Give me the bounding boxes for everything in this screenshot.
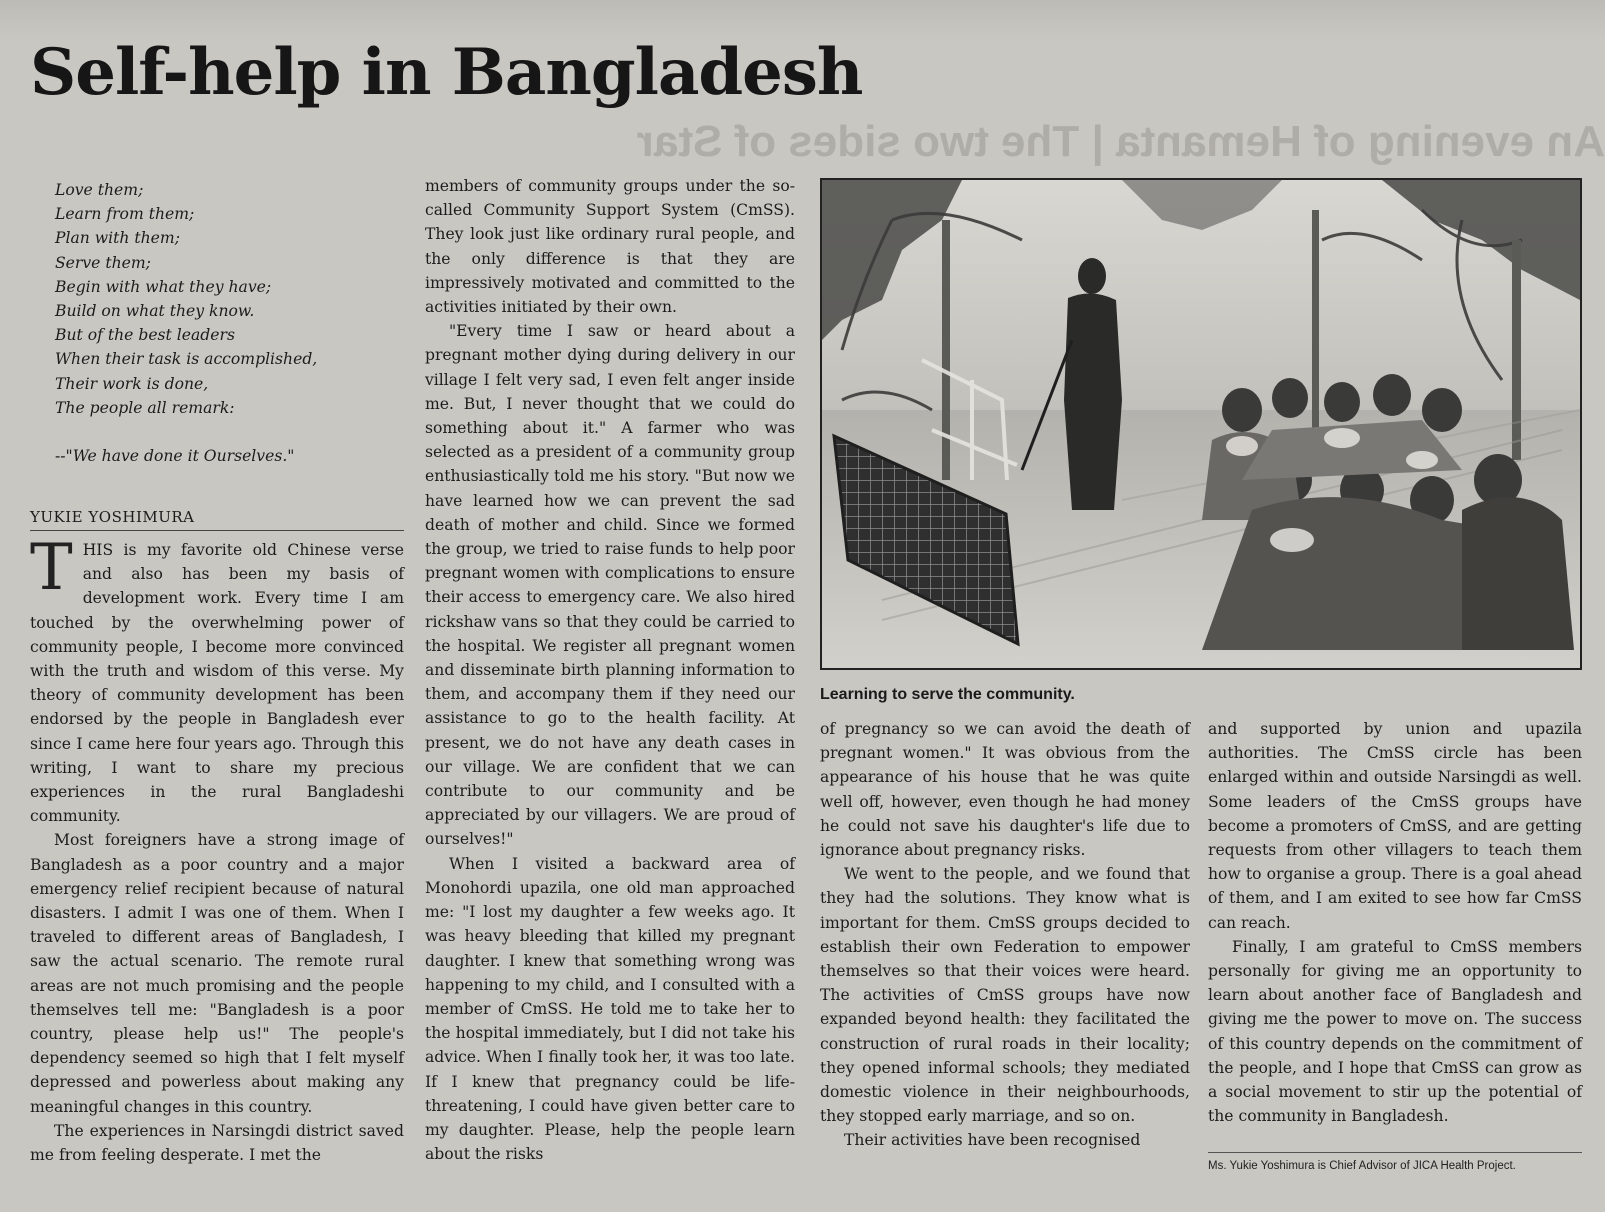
verse-line: Build on what they know. <box>55 302 255 321</box>
verse-line: Begin with what they have; <box>55 277 272 296</box>
drop-cap: T <box>30 531 73 605</box>
verse-attribution: --"We have done it Ourselves." <box>55 447 295 466</box>
paragraph: THIS is my favorite old Chinese verse and also has been my basis of development work. Every time I am touched by the overwhelming power of community people, I become more convinced with the truth and wisdom of this verse. My theory of community development has been endorsed by the people in Bangladesh ever since I came here four years ago. Through this writing, I want to share my precious experiences in the rural Bangladeshi community. <box>30 531 404 826</box>
photo-illustration <box>822 180 1580 668</box>
paragraph: Their activities have been recognised <box>844 1131 1141 1150</box>
author-note: Ms. Yukie Yoshimura is Chief Advisor of JICA Health Project. <box>1208 1160 1516 1172</box>
column-1 <box>30 531 404 1167</box>
column-4 <box>1208 717 1582 1128</box>
column-2 <box>425 174 795 1166</box>
paragraph: "Every time I saw or heard about a pregnant mother dying during delivery in our village I felt very sad, I even felt anger inside me. But, I never thought that we could do something about it." A farmer who was selected as a president of a community group enthusiastically told me his story. "But now we have learned how we can prevent the sad death of mother and child. Since we formed the group, we tried to raise funds to help poor pregnant women with complications to ensure their access to emergency care. We also hired rickshaw vans so that they could be carried to the hospital. We register all pregnant women and disseminate birth planning information to them, and accompany them if they need our assistance to go to the health facility. At present, we do not have any death cases in our village. We are confident that we can contribute to our community and be appreciated by our villagers. We are proud of ourselves!" <box>425 322 795 849</box>
verse-line: When their task is accomplished, <box>55 350 318 369</box>
photo-caption: Learning to serve the community. <box>820 686 1075 703</box>
article-headline: Self-help in Bangladesh <box>30 35 863 110</box>
paragraph: When I visited a backward area of Monohordi upazila, one old man approached me: "I lost my daughter a few weeks ago. It was heavy bleeding that killed my pregnant daughter. I knew that something wrong was happening to my child, and I consulted with a member of CmSS. He told me to take her to the hospital immediately, but I did not take his advice. When I finally took her, it was too late. If I knew that pregnancy could be life- threatening, I could have given better care to my daughter. Please, help the people learn about the risks <box>425 854 795 1164</box>
article-photo <box>820 178 1582 670</box>
paragraph: members of community groups under the so-called Community Support System (CmSS). They look just like ordinary rural people, and the only difference is that they are impressively motivated and committed to the activities initiated by their own. <box>425 177 795 317</box>
column-3 <box>820 717 1190 1153</box>
paragraph: Most foreigners have a strong image of Bangladesh as a poor country and a major emergency relief recipient because of natural disasters. I admit I was one of them. When I traveled to different areas of Bangladesh, I saw the actual scenario. The remote rural areas are not much promising and the people themselves tell me: "Bangladesh is a poor country, please help us!" The people's dependency seemed so high that I felt myself depressed and powerless about making any meaningful changes in this country. <box>30 831 404 1116</box>
opening-verse <box>55 178 395 468</box>
paragraph: of pregnancy so we can avoid the death of pregnant women." It was obvious from the appearance of his house that he was quite well off, however, even though he had money he could not save his daughter's life due to ignorance about pregnancy risks. <box>820 720 1190 860</box>
author-byline: YUKIE YOSHIMURA <box>30 508 404 531</box>
verse-line: Serve them; <box>55 253 151 272</box>
paragraph: We went to the people, and we found that they had the solutions. They know what is important for them. CmSS groups decided to establish their own Federation to empower themselves so that their voices were heard. The activities of CmSS groups have now expanded beyond health: they facilitated the construction of rural roads in their locality; they opened informal schools; they mediated domestic violence in their neighbourhoods, they stopped early marriage, and so on. <box>820 865 1190 1126</box>
footnote-divider <box>1208 1152 1582 1153</box>
verse-line: But of the best leaders <box>55 326 235 345</box>
paragraph: The experiences in Narsingdi district saved me from feeling desperate. I met the <box>30 1121 404 1165</box>
verse-line: Their work is done, <box>55 374 209 393</box>
verse-line: Plan with them; <box>55 229 180 248</box>
verse-line: Learn from them; <box>55 205 195 224</box>
verse-line: The people all remark: <box>55 398 235 417</box>
verse-line: Love them; <box>55 181 144 199</box>
bleed-through-headline: An evening of Hemanta | The two sides of Star <box>636 117 1605 166</box>
paragraph: and supported by union and upazila authorities. The CmSS circle has been enlarged within and outside Narsingdi as well. Some leaders of the CmSS groups have become a promoters of CmSS, and are getting requests from other villagers to teach them how to organise a group. There is a goal ahead of them, and I am exited to see how far CmSS can reach. <box>1208 720 1582 932</box>
paragraph: Finally, I am grateful to CmSS members personally for giving me an opportunity to learn about another face of Bangladesh and giving me the power to move on. The success of this country depends on the commitment of the people, and I hope that CmSS can grow as a social movement to stir up the potential of the community in Bangladesh. <box>1208 937 1582 1126</box>
